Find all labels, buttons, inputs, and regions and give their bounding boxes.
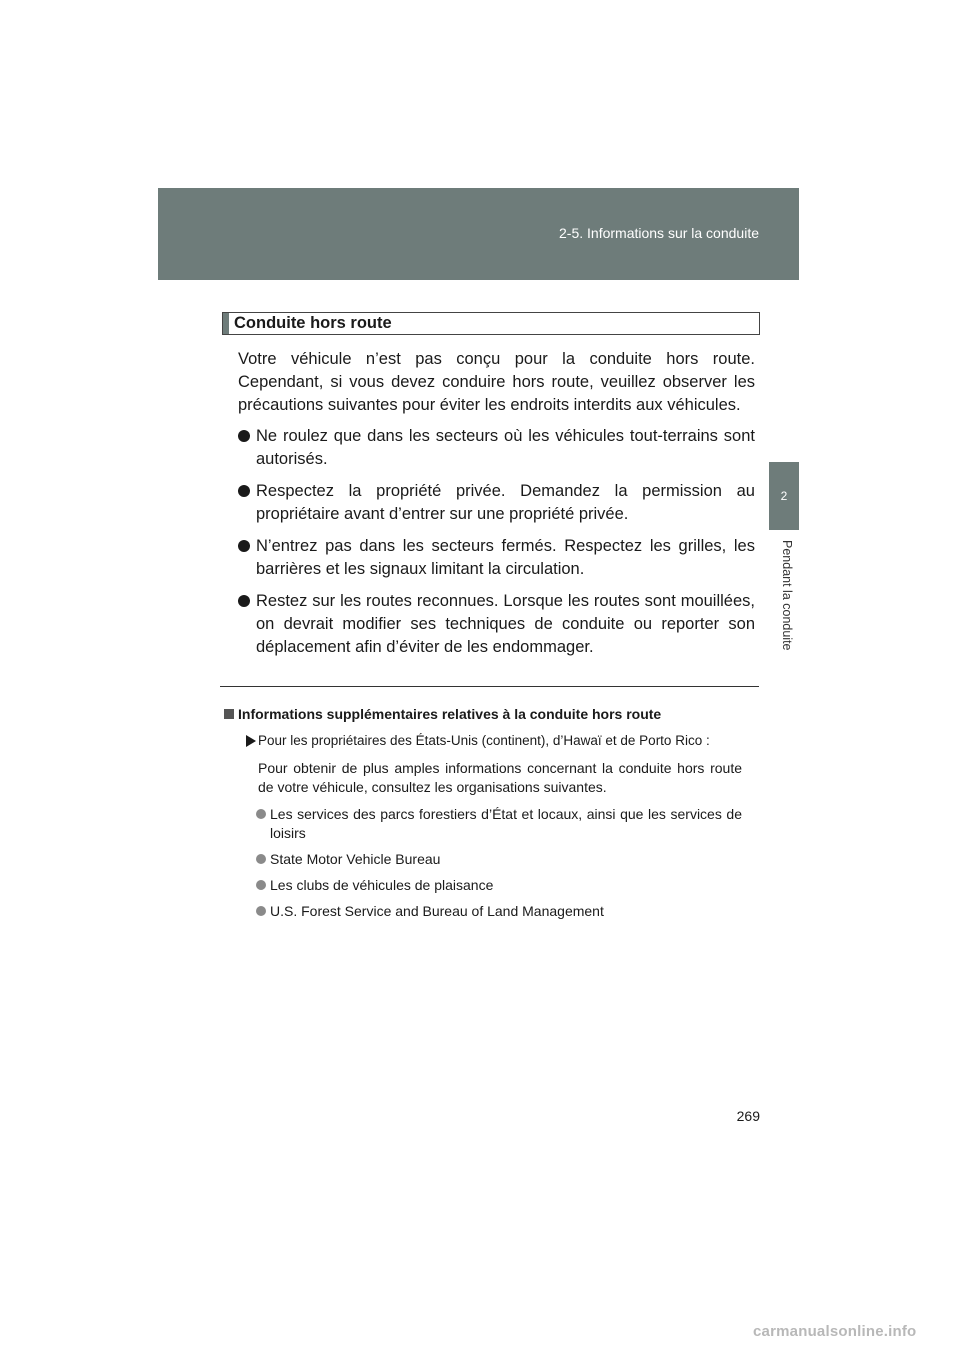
owners-note [224,731,754,750]
list-item [238,480,755,526]
watermark: carmanualsonline.info [753,1323,917,1340]
info-paragraph: Pour obtenir de plus amples informations concernant la conduite hors route de votre véhicule, consultez les organisations suivantes. [258,760,742,795]
list-item [224,850,754,869]
list-item-text: Les services des parcs forestiers d’État et locaux, ainsi que les services de loisirs [270,806,742,841]
bullet-icon [256,809,266,819]
list-item-text: Les clubs de véhicules de plaisance [270,877,494,893]
bullet-icon [238,595,250,607]
section-title: Conduite hors route [234,314,392,332]
square-bullet-icon [224,709,234,719]
intro-paragraph: Votre véhicule n’est pas conçu pour la conduite hors route. Cependant, si vous devez conduire hors route, veuillez observer les précautions suivantes pour éviter les endroits interdits aux véhicules. [238,350,755,414]
list-item [224,876,754,895]
page-number: 269 [736,1108,760,1124]
list-item-text: Ne roulez que dans les secteurs où les véhicules tout-terrains sont autorisés. [256,427,755,468]
list-item-text: Restez sur les routes reconnues. Lorsque les routes sont mouillées, on devrait modifier ses techniques de conduite ou reporter son déplacement afin d’éviter de les endommager. [256,592,755,656]
list-item [224,902,754,921]
owners-note-text: Pour les propriétaires des États-Unis (continent), d’Hawaï et de Porto Rico : [258,733,710,748]
bullet-icon [238,540,250,552]
bullet-icon [256,880,266,890]
section-divider [220,686,759,687]
chapter-tab-number: 2 [769,462,799,530]
bullet-icon [256,906,266,916]
bullet-icon [238,430,250,442]
bullet-icon [238,485,250,497]
info-heading [224,705,754,724]
main-content [238,348,755,668]
list-item-text: State Motor Vehicle Bureau [270,851,441,867]
list-item [224,805,754,843]
chapter-header [158,188,799,280]
list-item [238,535,755,581]
info-section [224,705,754,928]
list-item-text: N’entrez pas dans les secteurs fermés. Respectez les grilles, les barrières et les signaux limitant la circulation. [256,537,755,578]
bullet-icon [256,854,266,864]
info-heading-text: Informations supplémentaires relatives à la conduite hors route [238,706,662,722]
list-item-text: Respectez la propriété privée. Demandez la permission au propriétaire avant d’entrer sur une propriété privée. [256,482,755,523]
list-item-text: U.S. Forest Service and Bureau of Land Management [270,903,604,919]
section-title-accent [223,313,229,334]
list-item [238,590,755,659]
arrow-right-icon [246,735,256,747]
list-item [238,425,755,471]
section-title-box [222,312,760,335]
header-section-title: 2-5. Informations sur la conduite [559,225,759,241]
chapter-tab-label: Pendant la conduite [780,540,794,651]
